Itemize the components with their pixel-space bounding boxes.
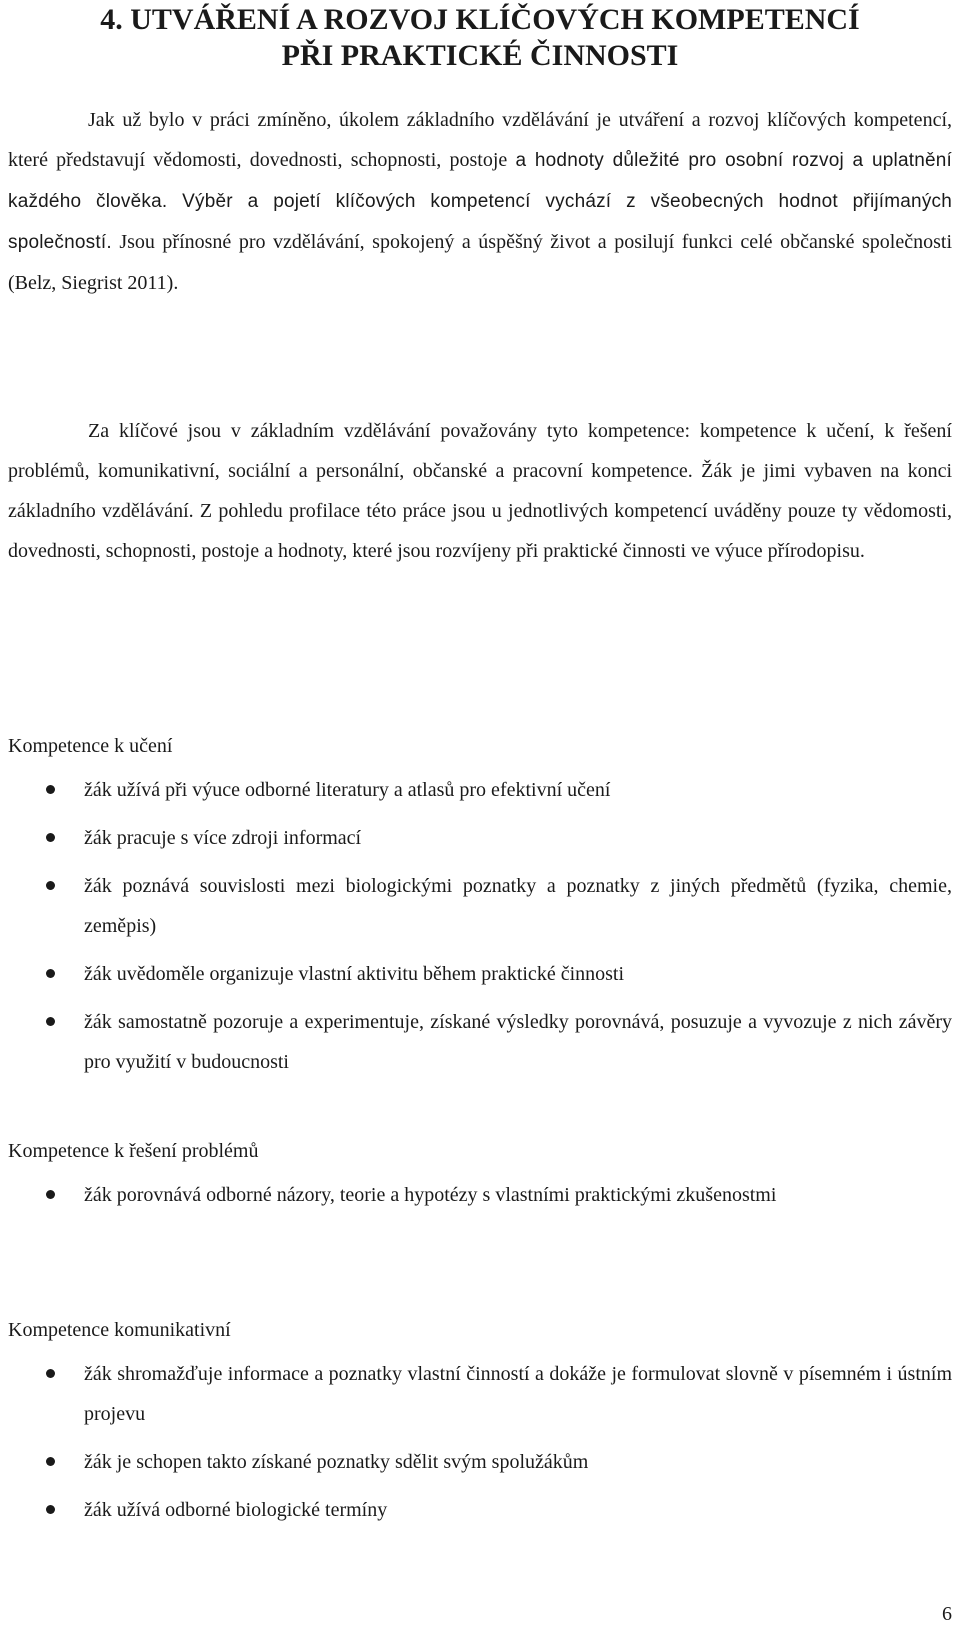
list-item: žák je schopen takto získané poznatky sdělit svým spolužákům [8,1442,952,1482]
bullet-icon [46,1190,55,1199]
bullet-icon [46,785,55,794]
bullet-icon [46,1017,55,1026]
list-item: žák poznává souvislosti mezi biologickými poznatky a poznatky z jiných předmětů (fyzika, chemie, zeměpis) [8,866,952,946]
intro-text-c: Jsou přínosné pro vzdělávání, spokojený a úspěšný život a posilují funkci celé občanské společnosti (Belz, Siegrist 2011). [8,231,952,294]
intro-paragraph [8,100,952,303]
chapter-title-line-2: PŘI PRAKTICKÉ ČINNOSTI [281,39,679,72]
bullet-icon [46,1505,55,1514]
bullet-icon [46,1369,55,1378]
list-item: žák uvědoměle organizuje vlastní aktivitu během praktické činnosti [8,954,952,994]
list-communicative [8,1354,952,1538]
bullet-icon [46,881,55,890]
section-heading-problem-solving: Kompetence k řešení problémů [8,1140,259,1162]
competences-paragraph: Za klíčové jsou v základním vzdělávání považovány tyto kompetence: kompetence k učení, k řešení problémů, komunikativní, sociální a personální, občanské a pracovní kompetence. Žák je jimi vybaven na konci základního vzdělávání. Z pohledu profilace této práce jsou u jednotlivých kompetencí uváděny pouze ty vědomosti, dovednosti, schopnosti, postoje a hodnoty, které jsou rozvíjeny při praktické činnosti ve výuce přírodopisu. [8,420,952,562]
list-problem-solving [8,1175,952,1223]
list-item: žák samostatně pozoruje a experimentuje, získané výsledky porovnává, posuzuje a vyvozuje z nich závěry pro využití v budoucnosti [8,1002,952,1082]
section-heading-communicative: Kompetence komunikativní [8,1319,231,1341]
chapter-title [0,2,960,74]
intro-text-b: a hodnoty důležité pro osobní rozvoj a uplatnění každého člověka. Výběr a pojetí klíčových kompetencí vychází z všeobecných hodnot přijímaných společností. [8,150,952,253]
list-learning [8,770,952,1090]
list-item: žák pracuje s více zdroji informací [8,818,952,858]
bullet-icon [46,969,55,978]
list-item: žák shromažďuje informace a poznatky vlastní činností a dokáže je formulovat slovně v písemném i ústním projevu [8,1354,952,1434]
list-item: žák užívá odborné biologické termíny [8,1490,952,1530]
list-item: žák užívá při výuce odborné literatury a atlasů pro efektivní učení [8,770,952,810]
chapter-title-line-1: 4. UTVÁŘENÍ A ROZVOJ KLÍČOVÝCH KOMPETENCÍ [100,3,860,36]
page-number: 6 [942,1603,952,1625]
bullet-icon [46,1457,55,1466]
bullet-icon [46,833,55,842]
intro-text-a: Jak už bylo v práci zmíněno, úkolem základního vzdělávání je utváření a rozvoj klíčových kompetencí, které představují vědomosti, dovednosti, schopnosti, postoje [8,109,952,171]
list-item: žák porovnává odborné názory, teorie a hypotézy s vlastními praktickými zkušenostmi [8,1175,952,1215]
section-heading-learning: Kompetence k učení [8,735,173,757]
